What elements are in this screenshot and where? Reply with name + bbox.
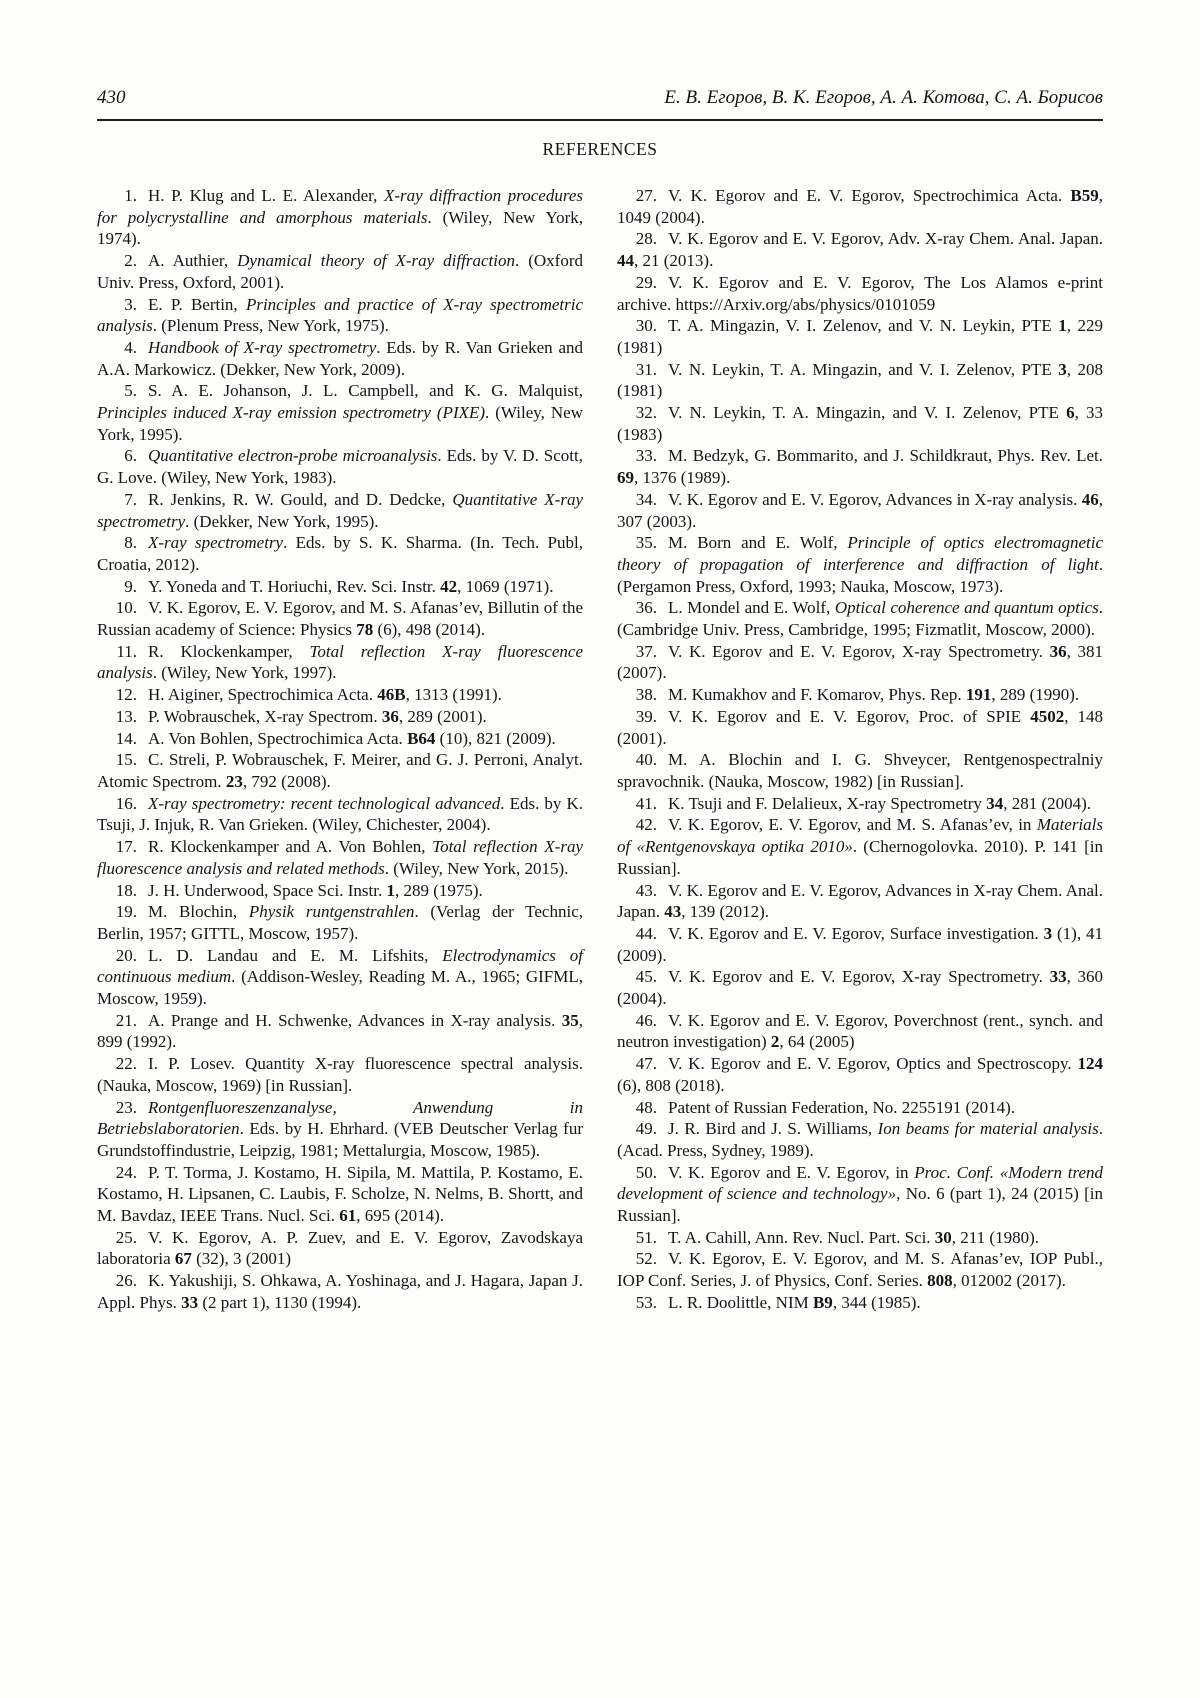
reference-number: 20. [115,945,137,965]
reference-text: 1 [1058,316,1067,336]
reference-text: V. K. Egorov, A. P. Zuev, and E. V. Egorov, Zavodskaya laboratoria [97,1227,583,1269]
reference-entry [617,272,1103,315]
reference-text: A. Authier, [148,251,238,271]
reference-text: 1 [386,880,395,900]
reference-entry [97,706,583,728]
reference-text: 36 [1049,641,1067,661]
reference-text: , 289 (2001). [398,706,487,726]
reference-entry [97,445,583,488]
reference-text: Y. Yoneda and T. Horiuchi, Rev. Sci. Instr. [148,576,441,596]
reference-number: 17. [115,837,137,857]
reference-number: 52. [635,1249,657,1269]
reference-text: Principle of optics electromagnetic theory of propagation of interference and diffraction of light [617,533,1103,574]
reference-number: 21. [115,1010,137,1030]
reference-text: R. Klockenkamper and A. Von Bohlen, [148,837,433,857]
reference-text: C. Streli, P. Wobrauschek, F. Meirer, and G. J. Perroni, Analyt. Atomic Spectrom. [97,750,583,791]
reference-text: 35 [561,1010,579,1030]
reference-number: 14. [115,728,137,748]
reference-entry [97,793,583,836]
reference-number: 51. [635,1227,657,1247]
reference-text: 44 [617,251,634,271]
reference-number: 32. [635,403,657,423]
reference-text: . (Pergamon Press, Oxford, 1993; Nauka, Moscow, 1973). [617,554,1103,596]
page-number: 430 [97,87,126,108]
reference-text: V. K. Egorov and E. V. Egorov, Advances in X-ray analysis. [668,489,1082,509]
reference-text: V. K. Egorov, E. V. Egorov, and M. S. Afanas’ev, Billutin of the Russian academy of Science: Physics [97,598,583,640]
reference-text: V. K. Egorov and E. V. Egorov, Poverchnost (rent., synch. and neutron investigation) [617,1010,1103,1052]
reference-text: X-ray spectrometry [148,533,284,553]
reference-text: 43 [664,902,682,922]
reference-text: , 281 (2004). [1003,793,1092,813]
reference-text: V. K. Egorov and E. V. Egorov, Adv. X-ray Chem. Anal. Japan. [668,229,1103,249]
reference-entry [617,1053,1103,1096]
reference-text: . (Acad. Press, Sydney, 1989). [617,1119,1103,1160]
reference-text: , No. 6 (part 1), 24 (2015) [in Russian]. [617,1184,1103,1226]
reference-entry [617,880,1103,923]
reference-text: H. Aiginer, Spectrochimica Acta. [148,685,378,705]
reference-entry [617,402,1103,445]
reference-text: , 229 (1981) [617,316,1104,357]
reference-text: R. Klockenkamper, [148,641,310,661]
reference-entry [97,945,583,1010]
reference-text: . Eds. by H. Ehrhard. (VEB Deutscher Verlag fur Grundstoffindustrie, Leipzig, 1981; Mettalurgia, Moscow, 1985). [97,1119,583,1160]
reference-text: Principles and practice of X-ray spectrometric analysis [97,294,583,336]
header-rule [97,119,1103,121]
reference-entry [617,793,1103,815]
reference-number: 38. [635,685,657,705]
reference-number: 43. [635,880,657,900]
reference-number: 5. [124,381,137,401]
reference-text: , 899 (1992). [97,1010,583,1052]
reference-number: 15. [115,750,137,770]
reference-text: 3 [1058,359,1067,379]
reference-text: . Eds. by R. Van Grieken and A.A. Markowicz. (Dekker, New York, 2009). [97,337,583,379]
reference-text: 33 [181,1292,199,1312]
reference-text: Ion beams for material analysis [877,1119,1099,1139]
reference-text: 4502 [1030,706,1065,726]
reference-text: , 012002 (2017). [952,1271,1066,1291]
reference-text: 191 [965,685,992,705]
reference-entry [617,1227,1103,1249]
reference-entry [617,684,1103,706]
reference-text: , 344 (1985). [832,1292,921,1312]
reference-text: , 1376 (1989). [634,468,731,488]
reference-entry [97,1227,583,1270]
reference-number: 28. [635,229,657,249]
reference-entry [97,1270,583,1313]
reference-text: , 139 (2012). [681,902,770,922]
reference-text: . (Plenum Press, New York, 1975). [152,316,389,336]
reference-number: 50. [635,1162,657,1182]
reference-number: 39. [635,706,657,726]
reference-text: J. R. Bird and J. S. Williams, [668,1119,878,1139]
reference-text: M. A. Blochin and I. G. Shveycer, Rentgenospectralniy spravochnik. (Nauka, Moscow, 1982) [in Russian]. [617,750,1103,791]
reference-text: 46B [377,685,406,705]
page-header [97,86,1103,110]
reference-entry [617,532,1103,597]
reference-text: K. Yakushiji, S. Ohkawa, A. Yoshinaga, and J. Hagara, Japan J. Appl. Phys. [97,1271,583,1312]
reference-text: 69 [617,468,634,488]
reference-number: 35. [635,533,657,553]
reference-entry [617,597,1103,640]
reference-entry [97,728,583,750]
reference-entry [617,315,1103,358]
reference-text: 2 [770,1032,780,1052]
reference-text: 42 [440,576,458,596]
reference-text: 124 [1077,1054,1103,1074]
reference-number: 23. [115,1097,137,1117]
reference-text: H. P. Klug and L. E. Alexander, [148,186,385,205]
reference-text: L. Mondel and E. Wolf, [668,598,835,618]
reference-text: 33 [1049,967,1067,987]
reference-text: (2 part 1), 1130 (1994). [198,1292,362,1312]
reference-number: 42. [635,815,657,835]
reference-text: R. Jenkins, R. W. Gould, and D. Dedcke, [148,489,453,509]
reference-text: . Eds. by S. K. Sharma. (In. Tech. Publ, Croatia, 2012). [97,533,583,574]
reference-text: , 307 (2003). [617,489,1103,531]
reference-text: V. K. Egorov and E. V. Egorov, The Los Alamos e-print archive. https://Arxiv.org/abs/physics/0101059 [617,272,1103,314]
reference-number: 49. [635,1119,657,1139]
reference-number: 26. [115,1271,137,1291]
reference-text: X-ray spectrometry: recent technological advanced [148,793,501,813]
reference-entry [97,337,583,380]
reference-number: 24. [115,1162,137,1182]
reference-text: 46 [1081,489,1099,509]
reference-text: Materials of «Rentgenovskaya optika 2010» [617,815,1103,857]
reference-number: 4. [124,337,137,357]
reference-text: . (Wiley, New York, 1995). [97,403,583,444]
reference-text: Principles induced X-ray emission spectrometry (PIXE) [97,403,486,423]
reference-text: , 1049 (2004). [617,186,1103,227]
reference-entry [97,749,583,792]
reference-text: Physik runtgenstrahlen [248,902,415,922]
reference-text: V. K. Egorov and E. V. Egorov, Optics and Spectroscopy. [668,1054,1078,1074]
reference-entry [97,489,583,532]
reference-entry [97,1162,583,1227]
reference-entry [617,923,1103,966]
reference-text: 61 [339,1206,357,1226]
reference-number: 9. [124,576,137,596]
reference-entry [617,749,1103,792]
reference-number: 27. [635,186,657,205]
reference-number: 40. [635,750,657,770]
reference-text: V. K. Egorov, E. V. Egorov, and M. S. Afanas’ev, in [668,815,1037,835]
reference-entry [97,1097,583,1162]
reference-text: (1), 41 (2009). [617,923,1103,965]
reference-text: . (Chernogolovka. 2010). P. 141 [in Russian]. [617,837,1104,878]
reference-text: V. K. Egorov and E. V. Egorov, X-ray Spectrometry. [668,641,1050,661]
reference-number: 18. [115,880,137,900]
reference-entry [617,1292,1103,1314]
reference-text: A. Prange and H. Schwenke, Advances in X-ray analysis. [148,1010,562,1030]
reference-text: Quantitative electron-probe microanalysis [148,446,438,466]
reference-number: 33. [635,446,657,466]
reference-text: P. T. Torma, J. Kostamo, H. Sipila, M. Mattila, P. Kostamo, E. Kostamo, H. Lipsanen, C. Laubis, F. Scholze, N. Nelms, B. Shortt, and M. Bavdaz, IEEE Trans. Nucl. Sci. [97,1162,583,1226]
reference-entry [97,1053,583,1096]
reference-text: T. A. Cahill, Ann. Rev. Nucl. Part. Sci. [668,1227,935,1247]
reference-text: Proc. Conf. «Modern trend development of science and technology» [617,1162,1103,1204]
reference-text: . Eds. by K. Tsuji, J. Injuk, R. Van Grieken. (Wiley, Chichester, 2004). [97,793,584,835]
reference-entry [617,228,1103,271]
reference-text: B59 [1070,186,1099,205]
reference-text: . (Wiley, New York, 2015). [384,858,569,878]
reference-text: V. K. Egorov and E. V. Egorov, in [668,1162,915,1182]
reference-text: B9 [812,1292,833,1312]
reference-text: J. H. Underwood, Space Sci. Instr. [148,880,387,900]
reference-text: 6 [1066,403,1075,423]
reference-text: , 1313 (1991). [405,685,502,705]
reference-number: 16. [115,793,137,813]
reference-text: M. Born and E. Wolf, [668,533,848,553]
reference-text: Dynamical theory of X-ray diffraction [237,251,515,271]
reference-number: 7. [124,489,137,509]
reference-text: E. P. Bertin, [148,294,246,314]
reference-text: V. K. Egorov and E. V. Egorov, X-ray Spectrometry. [668,967,1050,987]
running-head: Е. В. Егоров, В. К. Егоров, А. А. Котова, С. А. Борисов [664,87,1103,108]
reference-text: Quantitative X-ray spectrometry [97,489,583,531]
reference-number: 11. [116,641,137,661]
reference-number: 47. [635,1054,657,1074]
reference-number: 30. [635,316,657,336]
reference-entry [617,1162,1103,1227]
reference-text: . (Oxford Univ. Press, Oxford, 2001). [97,251,584,292]
reference-entry [617,445,1103,488]
reference-text: L. R. Doolittle, NIM [668,1292,813,1312]
reference-text: V. K. Egorov and E. V. Egorov, Spectrochimica Acta. [668,186,1071,205]
reference-text: X-ray diffraction procedures for polycrystalline and amorphous materials [97,186,583,227]
reference-text: M. Blochin, [148,902,249,922]
reference-entry [617,1097,1103,1119]
reference-entry [97,576,583,598]
reference-text: . Eds. by V. D. Scott, G. Love. (Wiley, New York, 1983). [97,446,583,488]
reference-text: Rontgenfluoreszenzanalyse, Anwendung in Betriebslaboratorien [97,1097,583,1139]
reference-entry [97,684,583,706]
reference-number: 41. [635,793,657,813]
reference-text: I. P. Losev. Quantity X-ray fluorescence spectral analysis. (Nauka, Moscow, 1969) [in Russian]. [97,1054,583,1095]
reference-text: , 64 (2005) [779,1032,855,1052]
reference-text: . (Wiley, New York, 1997). [152,663,337,683]
reference-text: Total reflection X-ray fluorescence analysis and related methods [97,837,583,878]
reference-number: 1. [124,186,137,205]
reference-text: , 381 (2007). [617,641,1103,683]
reference-number: 8. [124,533,137,553]
reference-entry [617,185,1103,228]
reference-text: (6), 808 (2018). [617,1075,725,1095]
reference-number: 25. [115,1227,137,1247]
reference-entry [617,641,1103,684]
reference-entry [617,1118,1103,1161]
references-columns [97,185,1103,1314]
reference-text: A. Von Bohlen, Spectrochimica Acta. [148,728,408,748]
reference-text: , 360 (2004). [617,967,1103,1009]
reference-text: B64 [407,728,436,748]
reference-entry [97,836,583,879]
reference-number: 19. [115,902,137,922]
reference-text: . (Cambridge Univ. Press, Cambridge, 1995; Fizmatlit, Moscow, 2000). [617,598,1104,640]
reference-text: Total reflection X-ray fluorescence analysis [97,641,583,683]
reference-number: 34. [635,489,657,509]
reference-text: 36 [381,706,399,726]
reference-text: , 21 (2013). [634,251,714,271]
reference-entry [97,1010,583,1053]
reference-entry [97,597,583,640]
reference-entry [617,489,1103,532]
reference-number: 48. [635,1097,657,1117]
reference-text: K. Tsuji and F. Delalieux, X-ray Spectrometry [668,793,987,813]
reference-text: , 792 (2008). [242,771,331,791]
reference-text: V. K. Egorov and E. V. Egorov, Advances in X-ray Chem. Anal. Japan. [617,880,1103,922]
reference-number: 10. [115,598,137,618]
reference-text: Optical coherence and quantum optics [834,598,1099,618]
reference-number: 29. [635,272,657,292]
reference-number: 3. [124,294,137,314]
references-column-left [97,185,583,1314]
reference-text: V. N. Leykin, T. A. Mingazin, and V. I. Zelenov, PTE [668,359,1059,379]
reference-entry [617,814,1103,879]
reference-text: . (Addison-Wesley, Reading M. A., 1965; GIFML, Moscow, 1959). [97,967,584,1009]
reference-entry [617,1248,1103,1291]
reference-text: , 208 (1981) [617,359,1104,401]
reference-entry [97,380,583,445]
reference-text: V. N. Leykin, T. A. Mingazin, and V. I. Zelenov, PTE [668,403,1067,423]
reference-text: (10), 821 (2009). [435,728,556,748]
reference-text: , 289 (1975). [394,880,483,900]
reference-entry [97,880,583,902]
reference-text: Patent of Russian Federation, No. 2255191 (2014). [668,1097,1016,1117]
reference-text: 30 [934,1227,952,1247]
reference-text: M. Kumakhov and F. Komarov, Phys. Rep. [668,685,966,705]
reference-entry [617,359,1103,402]
reference-text: . (Dekker, New York, 1995). [185,511,379,531]
reference-number: 46. [635,1010,657,1030]
reference-entry [97,641,583,684]
reference-text: . (Verlag der Technic, Berlin, 1957; GITTL, Moscow, 1957). [97,902,583,943]
reference-entry [97,901,583,944]
reference-number: 53. [635,1292,657,1312]
reference-text: 23 [225,771,243,791]
reference-text: 67 [174,1249,192,1269]
reference-entry [617,966,1103,1009]
reference-text: S. A. E. Johanson, J. L. Campbell, and K. G. Malquist, [148,381,583,401]
reference-number: 12. [115,685,137,705]
reference-entry [617,1010,1103,1053]
reference-text: 78 [356,620,374,640]
reference-entry [617,706,1103,749]
references-column-right [617,185,1103,1314]
reference-text: T. A. Mingazin, V. I. Zelenov, and V. N. Leykin, PTE [668,316,1059,336]
reference-text: 808 [927,1271,953,1291]
reference-text: M. Bedzyk, G. Bommarito, and J. Schildkraut, Phys. Rev. Let. [668,446,1103,466]
reference-text: V. K. Egorov and E. V. Egorov, Proc. of SPIE [668,706,1031,726]
reference-text: , 33 (1983) [617,403,1104,444]
reference-number: 13. [115,706,137,726]
reference-number: 22. [115,1054,137,1074]
reference-number: 45. [635,967,657,987]
reference-text: Handbook of X-ray spectrometry [148,337,377,357]
reference-text: L. D. Landau and E. M. Lifshits, [148,945,443,965]
reference-text: , 289 (1990). [991,685,1080,705]
reference-text: (6), 498 (2014). [373,620,486,640]
reference-number: 36. [635,598,657,618]
reference-entry [97,250,583,293]
reference-number: 31. [635,359,657,379]
reference-text: , 695 (2014). [356,1206,445,1226]
reference-text: V. K. Egorov, E. V. Egorov, and M. S. Afanas’ev, IOP Publ., IOP Conf. Series, J. of Physics, Conf. Series. [617,1249,1103,1291]
reference-text: . (Wiley, New York, 1974). [97,207,583,249]
reference-number: 6. [124,446,137,466]
reference-number: 44. [635,923,657,943]
reference-text: P. Wobrauschek, X-ray Spectrom. [148,706,382,726]
reference-text: Electrodynamics of continuous medium [97,945,583,987]
reference-entry [97,532,583,575]
reference-text: 3 [1043,923,1053,943]
reference-entry [97,294,583,337]
reference-entry [97,185,583,250]
reference-text: 34 [986,793,1004,813]
references-title: REFERENCES [542,139,658,159]
reference-text: V. K. Egorov and E. V. Egorov, Surface investigation. [668,923,1044,943]
reference-text: , 211 (1980). [951,1227,1039,1247]
reference-text: , 148 (2001). [617,706,1104,748]
reference-text: (32), 3 (2001) [191,1249,292,1269]
reference-text: , 1069 (1971). [457,576,554,596]
reference-number: 2. [124,251,137,271]
reference-number: 37. [635,641,657,661]
